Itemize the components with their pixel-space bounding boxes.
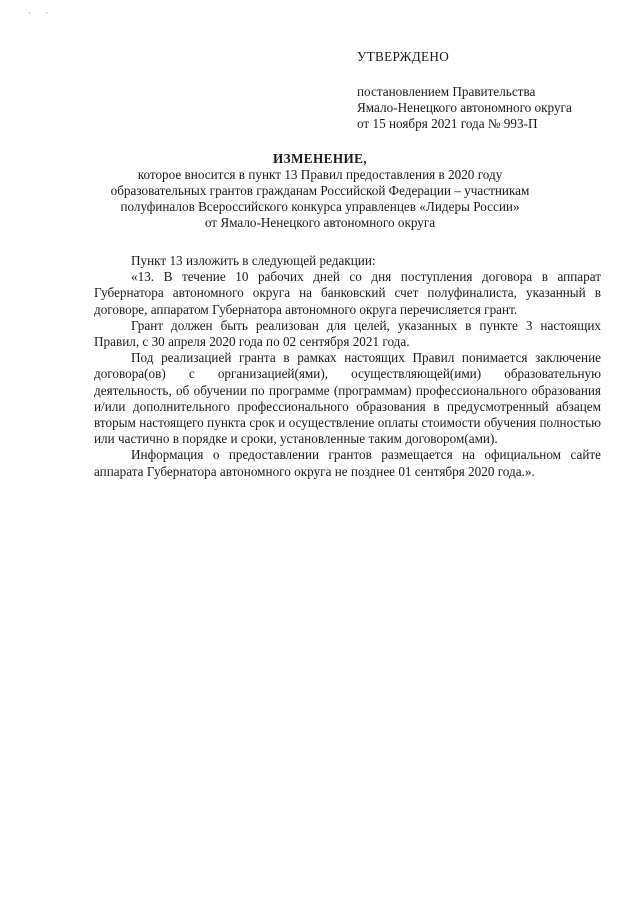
approval-line-decree: постановлением Правительства	[357, 84, 536, 99]
title-line-1: которое вносится в пункт 13 Правил предоставления в 2020 году	[137, 167, 503, 182]
title-line-4: от Ямало-Ненецкого автономного округа	[204, 215, 436, 230]
approval-heading: УТВЕРЖДЕНО	[357, 49, 450, 64]
paragraph-grant-definition: Под реализацией гранта в рамках настоящих Правил понимается заключение договора(ов) с организацией(ями), осуществляющей(ими) образовательную деятельность, об обучении по программе (программам) профессионального образования и/или дополнительного профессионального образования в предусмотренный абзацем вторым настоящего пункта срок и осуществление оплаты стоимости обучения полностью или частично в порядке и сроки, установленные таким договором(ами).	[94, 350, 601, 447]
document-title: ИЗМЕНЕНИЕ,	[272, 151, 368, 166]
paragraph-instruction: Пункт 13 изложить в следующей редакции:	[131, 253, 376, 268]
document-title-block	[95, 151, 545, 231]
approval-block	[357, 49, 627, 132]
approval-line-date-number: от 15 ноября 2021 года № 993-П	[357, 116, 538, 131]
scan-marks: · ·	[28, 8, 55, 18]
approval-line-region: Ямало-Ненецкого автономного округа	[357, 100, 572, 115]
paragraph-publication: Информация о предоставлении грантов размещается на официальном сайте аппарата Губернатора автономного округа не позднее 01 сентября 2020 года.».	[94, 447, 601, 479]
document-body	[94, 253, 601, 480]
paragraph-grant-transfer: «13. В течение 10 рабочих дней со дня поступления договора в аппарат Губернатора автономного округа на банковский счет полуфиналиста, указанный в договоре, аппаратом Губернатора автономного округа перечисляется грант.	[94, 269, 601, 317]
title-line-3: полуфиналов Всероссийского конкурса управленцев «Лидеры России»	[120, 199, 520, 214]
title-line-2: образовательных грантов гражданам Российской Федерации – участникам	[110, 183, 530, 198]
paragraph-grant-period: Грант должен быть реализован для целей, указанных в пункте 3 настоящих Правил, с 30 апреля 2020 года по 02 сентября 2021 года.	[94, 317, 601, 350]
